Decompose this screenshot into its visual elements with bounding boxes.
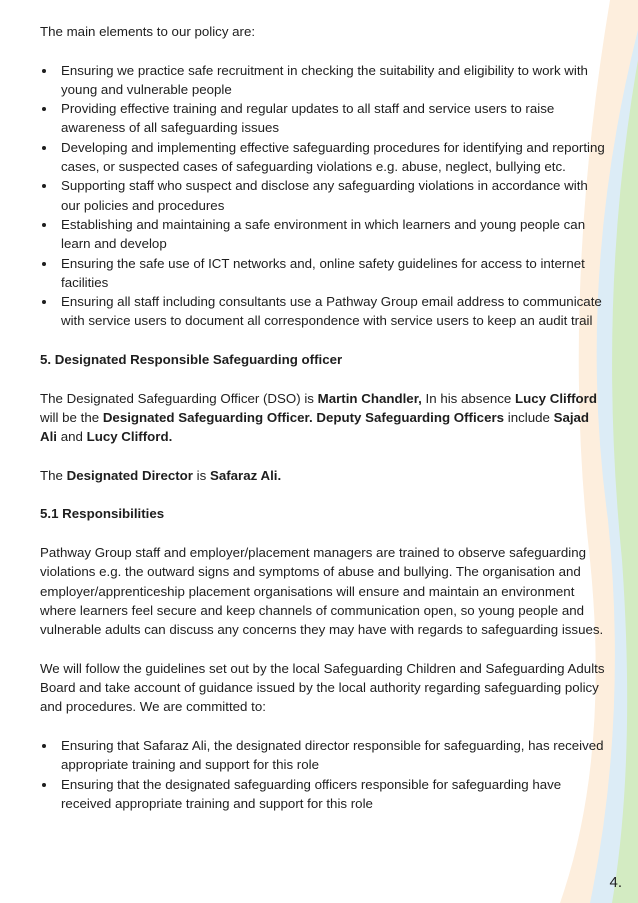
list-item: Ensuring all staff including consultants use a Pathway Group email address to communicate with service users to document all correspondence with service users to keep an audit trail xyxy=(40,292,605,331)
guidelines-paragraph: We will follow the guidelines set out by the local Safeguarding Children and Safeguarding Adults Board and take account of guidance issued by the local authority regarding safeguarding policy and procedures. We are committed to: xyxy=(40,660,605,715)
policy-elements-list xyxy=(40,61,605,331)
list-item: Providing effective training and regular updates to all staff and service users to raise awareness of all safeguarding issues xyxy=(40,99,605,138)
policy-intro: The main elements to our policy are: xyxy=(40,24,256,39)
list-item: Developing and implementing effective safeguarding procedures for identifying and reporting cases, or suspected cases of safeguarding violations e.g. abuse, neglect, bullying etc. xyxy=(40,138,605,177)
list-item: Ensuring that the designated safeguarding officers responsible for safeguarding have received appropriate training and support for this role xyxy=(40,775,605,814)
list-item: Supporting staff who suspect and disclose any safeguarding violations in accordance with our policies and procedures xyxy=(40,176,605,215)
responsibilities-paragraph: Pathway Group staff and employer/placement managers are trained to observe safeguarding violations e.g. the outward signs and symptoms of abuse and bullying. The organisation and employer/apprenticeship placement organisations will ensure and maintain an environment where learners feel secure and keep channels of communication open, so young people and vulnerable adults can discuss any concerns they may have with regards to safeguarding issues. xyxy=(40,545,604,638)
list-item: Establishing and maintaining a safe environment in which learners and young people can learn and develop xyxy=(40,215,605,254)
section-heading: 5. Designated Responsible Safeguarding officer xyxy=(40,352,343,368)
commitments-list xyxy=(40,736,605,813)
page-number: 4. xyxy=(609,874,622,891)
dso-paragraph: The Designated Safeguarding Officer (DSO) is Martin Chandler, In his absence Lucy Clifford will be the Designated Safeguarding Officer. Deputy Safeguarding Officers include Sajad Ali and Lucy Clifford. xyxy=(40,390,597,445)
subsection-heading: 5.1 Responsibilities xyxy=(40,506,165,522)
list-item: Ensuring we practice safe recruitment in checking the suitability and eligibility to work with young and vulnerable people xyxy=(40,61,605,100)
list-item: Ensuring that Safaraz Ali, the designated director responsible for safeguarding, has received appropriate training and support for this role xyxy=(40,736,605,775)
designated-director-paragraph: The Designated Director is Safaraz Ali. xyxy=(40,467,282,483)
list-item: Ensuring the safe use of ICT networks and, online safety guidelines for access to internet facilities xyxy=(40,254,605,293)
document-body xyxy=(40,22,605,813)
